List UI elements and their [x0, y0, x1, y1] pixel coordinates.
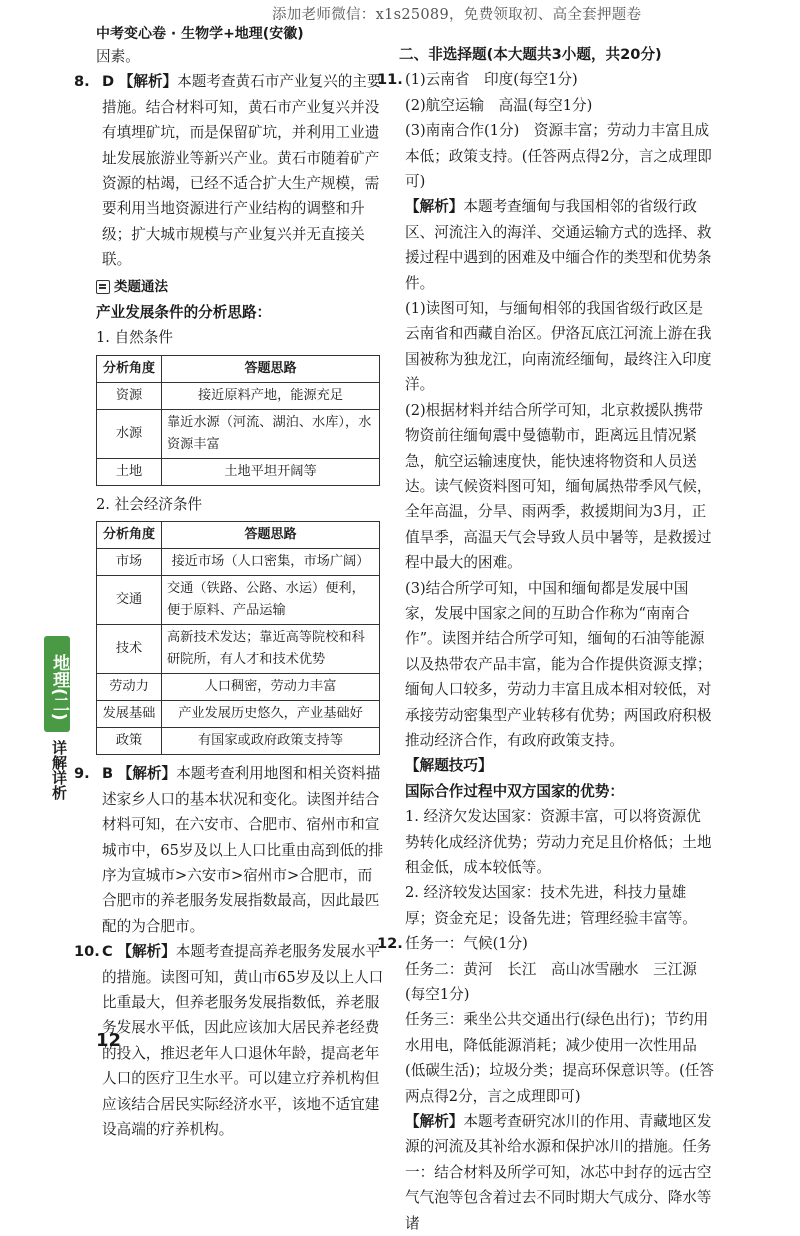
table-header-row — [97, 522, 380, 549]
left-column — [74, 44, 386, 1142]
natural-conditions-table — [96, 355, 380, 486]
question-8 — [74, 69, 386, 272]
question-12-task-2: 任务二：黄河 长江 高山冰雪融水 三江源(每空1分) — [405, 960, 697, 1004]
page-number: 12 — [96, 1030, 122, 1051]
table-row — [97, 409, 380, 458]
table-cell-angle: 水源 — [97, 409, 162, 458]
table-cell-approach: 高新技术发达；靠近高等院校和科研院所，有人才和技术优势 — [162, 625, 380, 674]
social-conditions-table — [96, 521, 380, 755]
question-12-label: 【解析】 — [405, 1113, 464, 1131]
natural-conditions-title: 1. 自然条件 — [96, 329, 173, 347]
question-9-number: 9. — [74, 765, 90, 783]
table-row — [97, 549, 380, 576]
tip-title-text: 类题通法 — [114, 278, 168, 295]
table-row — [97, 576, 380, 625]
question-12-task-3: 任务三：乘坐公共交通出行(绿色出行)；节约用水用电，降低能源消耗；减少使用一次性用品(低碳生活)；垃圾分类；提高环保意识等。(任答两点得2分，言之成理即可) — [405, 1011, 714, 1105]
watermark-text: 添加老师微信：x1s25089，免费领取初、高全套押题卷 — [272, 7, 642, 23]
question-12-number: 12. — [377, 935, 403, 953]
question-8-answer: D — [102, 73, 115, 91]
social-conditions-title: 2. 社会经济条件 — [96, 495, 203, 513]
question-11-part-1: (1)读图可知，与缅甸相邻的我国省级行政区是云南省和西藏自治区。伊洛瓦底江河流上游在我国被称为独龙江，向南流经缅甸，最终注入印度洋。 — [405, 300, 712, 394]
section-title: 二、非选择题(本大题共3小题，共20分) — [399, 46, 662, 63]
table-row — [97, 382, 380, 409]
table-cell-angle: 交通 — [97, 576, 162, 625]
table-cell-angle: 发展基础 — [97, 701, 162, 728]
table-cell-approach: 接近市场（人口密集，市场广阔） — [162, 549, 380, 576]
table-header-approach: 答题思路 — [162, 355, 380, 382]
table-row — [97, 728, 380, 755]
question-9-answer: B — [102, 765, 114, 783]
table-cell-angle: 政策 — [97, 728, 162, 755]
table-cell-approach: 靠近水源（河流、湖泊、水库），水资源丰富 — [162, 409, 380, 458]
question-11 — [377, 67, 714, 931]
skill-point-2: 2. 经济较发达国家：技术先进，科技力量雄厚；资金充足；设备先进；管理经验丰富等。 — [405, 884, 697, 927]
question-10-label: 【解析】 — [117, 943, 176, 961]
table-header-row — [97, 355, 380, 382]
question-11-part-3: (3)结合所学可知，中国和缅甸都是发展中国家，发展中国家之间的互助合作称为“南南合作”。读图并结合所学可知，缅甸的石油等能源以及热带农产品丰富，能为合作提供资源支撑；缅甸人口较多，劳动力丰富且成本相对较低，对承接劳动密集型产业转移有优势；两国政府积极推动经济合作，有政府政策支持。 — [405, 579, 712, 749]
question-10 — [74, 939, 386, 1142]
question-11-answer-3: (3)南南合作(1分) 资源丰富；劳动力丰富且成本低；政策支持。(任答两点得2分，言之成理即可) — [405, 122, 712, 191]
page-header: 中考变心卷 · 生物学+地理(安徽) — [96, 26, 304, 42]
question-11-part-2: (2)根据材料并结合所学可知，北京救援队携带物资前往缅甸震中曼德勒市，距离远且情况紧急，航空运输速度快，能快速将物资和人员送达。读气候资料图可知，缅甸属热带季风气候，全年高温，分旱、雨两季，救援期间为3月，正值旱季，高温天气会导致人员中暑等，是救援过程中最大的困难。 — [405, 401, 712, 572]
table-cell-approach: 接近原料产地，能源充足 — [162, 382, 380, 409]
question-10-answer: C — [102, 943, 113, 961]
question-11-number: 11. — [377, 71, 403, 89]
table-header-angle: 分析角度 — [97, 522, 162, 549]
table-cell-approach: 土地平坦开阔等 — [162, 458, 380, 485]
table-cell-angle: 市场 — [97, 549, 162, 576]
table-row — [97, 674, 380, 701]
table-cell-angle: 技术 — [97, 625, 162, 674]
table-row — [97, 625, 380, 674]
subject-tab: 地理(二) — [44, 636, 70, 732]
table-header-approach: 答题思路 — [162, 522, 380, 549]
question-9-label: 【解析】 — [117, 765, 177, 783]
question-12 — [377, 931, 714, 1236]
notebook-icon — [96, 280, 110, 294]
table-row — [97, 458, 380, 485]
question-8-number: 8. — [74, 73, 90, 91]
table-cell-approach: 产业发展历史悠久，产业基础好 — [162, 701, 380, 728]
question-9-text: 本题考查利用地图和相关资料描述家乡人口的基本状况和变化。读图并结合材料可知，在六安市、合肥市、宿州市和宣城市中，65岁及以上人口比重由高到低的排序为宣城市>六安市>宿州市>合肥市，而合肥市的养老服务发展指数最高，因此最匹配的为合肥市。 — [102, 765, 384, 935]
skill-heading: 国际合作过程中双方国家的优势： — [405, 782, 624, 800]
question-10-number: 10. — [74, 943, 100, 961]
skill-point-1: 1. 经济欠发达国家：资源丰富，可以将资源优势转化成经济优势；劳动力充足且价格低；土地租金低，成本较低等。 — [405, 808, 712, 876]
right-column — [377, 42, 714, 1236]
skill-title: 【解题技巧】 — [405, 757, 493, 775]
question-11-label: 【解析】 — [405, 198, 464, 216]
question-12-task-1: 任务一：气候(1分) — [405, 935, 528, 953]
question-10-text: 本题考查提高养老服务发展水平的措施。读图可知，黄山市65岁及以上人口比重最大，但养老服务发展指数低，养老服务发展水平低，因此应该加大居民养老经费的投入，推迟老年人口退休年龄，提高老年人口的医疗卫生水平。可以建立疗养机构但应该结合居民实际经济水平，该地不适宜建设高端的疗养机构。 — [102, 943, 384, 1138]
table-cell-angle: 劳动力 — [97, 674, 162, 701]
table-cell-approach: 有国家或政府政策支持等 — [162, 728, 380, 755]
tip-title — [96, 275, 386, 300]
table-cell-approach: 交通（铁路、公路、水运）便利，便于原料、产品运输 — [162, 576, 380, 625]
question-8-label: 【解析】 — [118, 73, 178, 91]
question-11-analysis-text: 本题考查缅甸与我国相邻的省级行政区、河流注入的海洋、交通运输方式的选择、救援过程中遇到的困难及中缅合作的类型和优势条件。 — [405, 198, 712, 292]
question-11-answer-1: (1)云南省 印度(每空1分) — [405, 71, 578, 89]
question-12-analysis-text: 本题考查研究冰川的作用、青藏地区发源的河流及其补给水源和保护冰川的措施。任务一：结合材料及所学可知，冰芯中封存的远古空气气泡等包含着过去不同时期大气成分、降水等诸 — [405, 1113, 712, 1232]
question-8-text: 本题考查黄石市产业复兴的主要措施。结合材料可知，黄石市产业复兴并没有填埋矿坑，而是保留矿坑，并利用工业遗址发展旅游业等新兴产业。黄石市随着矿产资源的枯竭，已经不适合扩大生产规模，需要利用当地资源进行产业结构的调整和升级；扩大城市规模与产业复兴并无直接关联。 — [102, 73, 382, 269]
table-header-angle: 分析角度 — [97, 355, 162, 382]
intro-text: 因素。 — [96, 48, 140, 65]
table-cell-angle: 土地 — [97, 458, 162, 485]
table-cell-approach: 人口稠密，劳动力丰富 — [162, 674, 380, 701]
table-cell-angle: 资源 — [97, 382, 162, 409]
question-11-answer-2: (2)航空运输 高温(每空1分) — [405, 96, 593, 114]
question-11-analysis — [405, 194, 714, 296]
question-12-analysis — [405, 1109, 714, 1236]
question-9 — [74, 761, 386, 939]
section-tab: 详解详析 — [50, 740, 68, 800]
table-row — [97, 701, 380, 728]
tip-heading: 产业发展条件的分析思路： — [96, 304, 272, 322]
